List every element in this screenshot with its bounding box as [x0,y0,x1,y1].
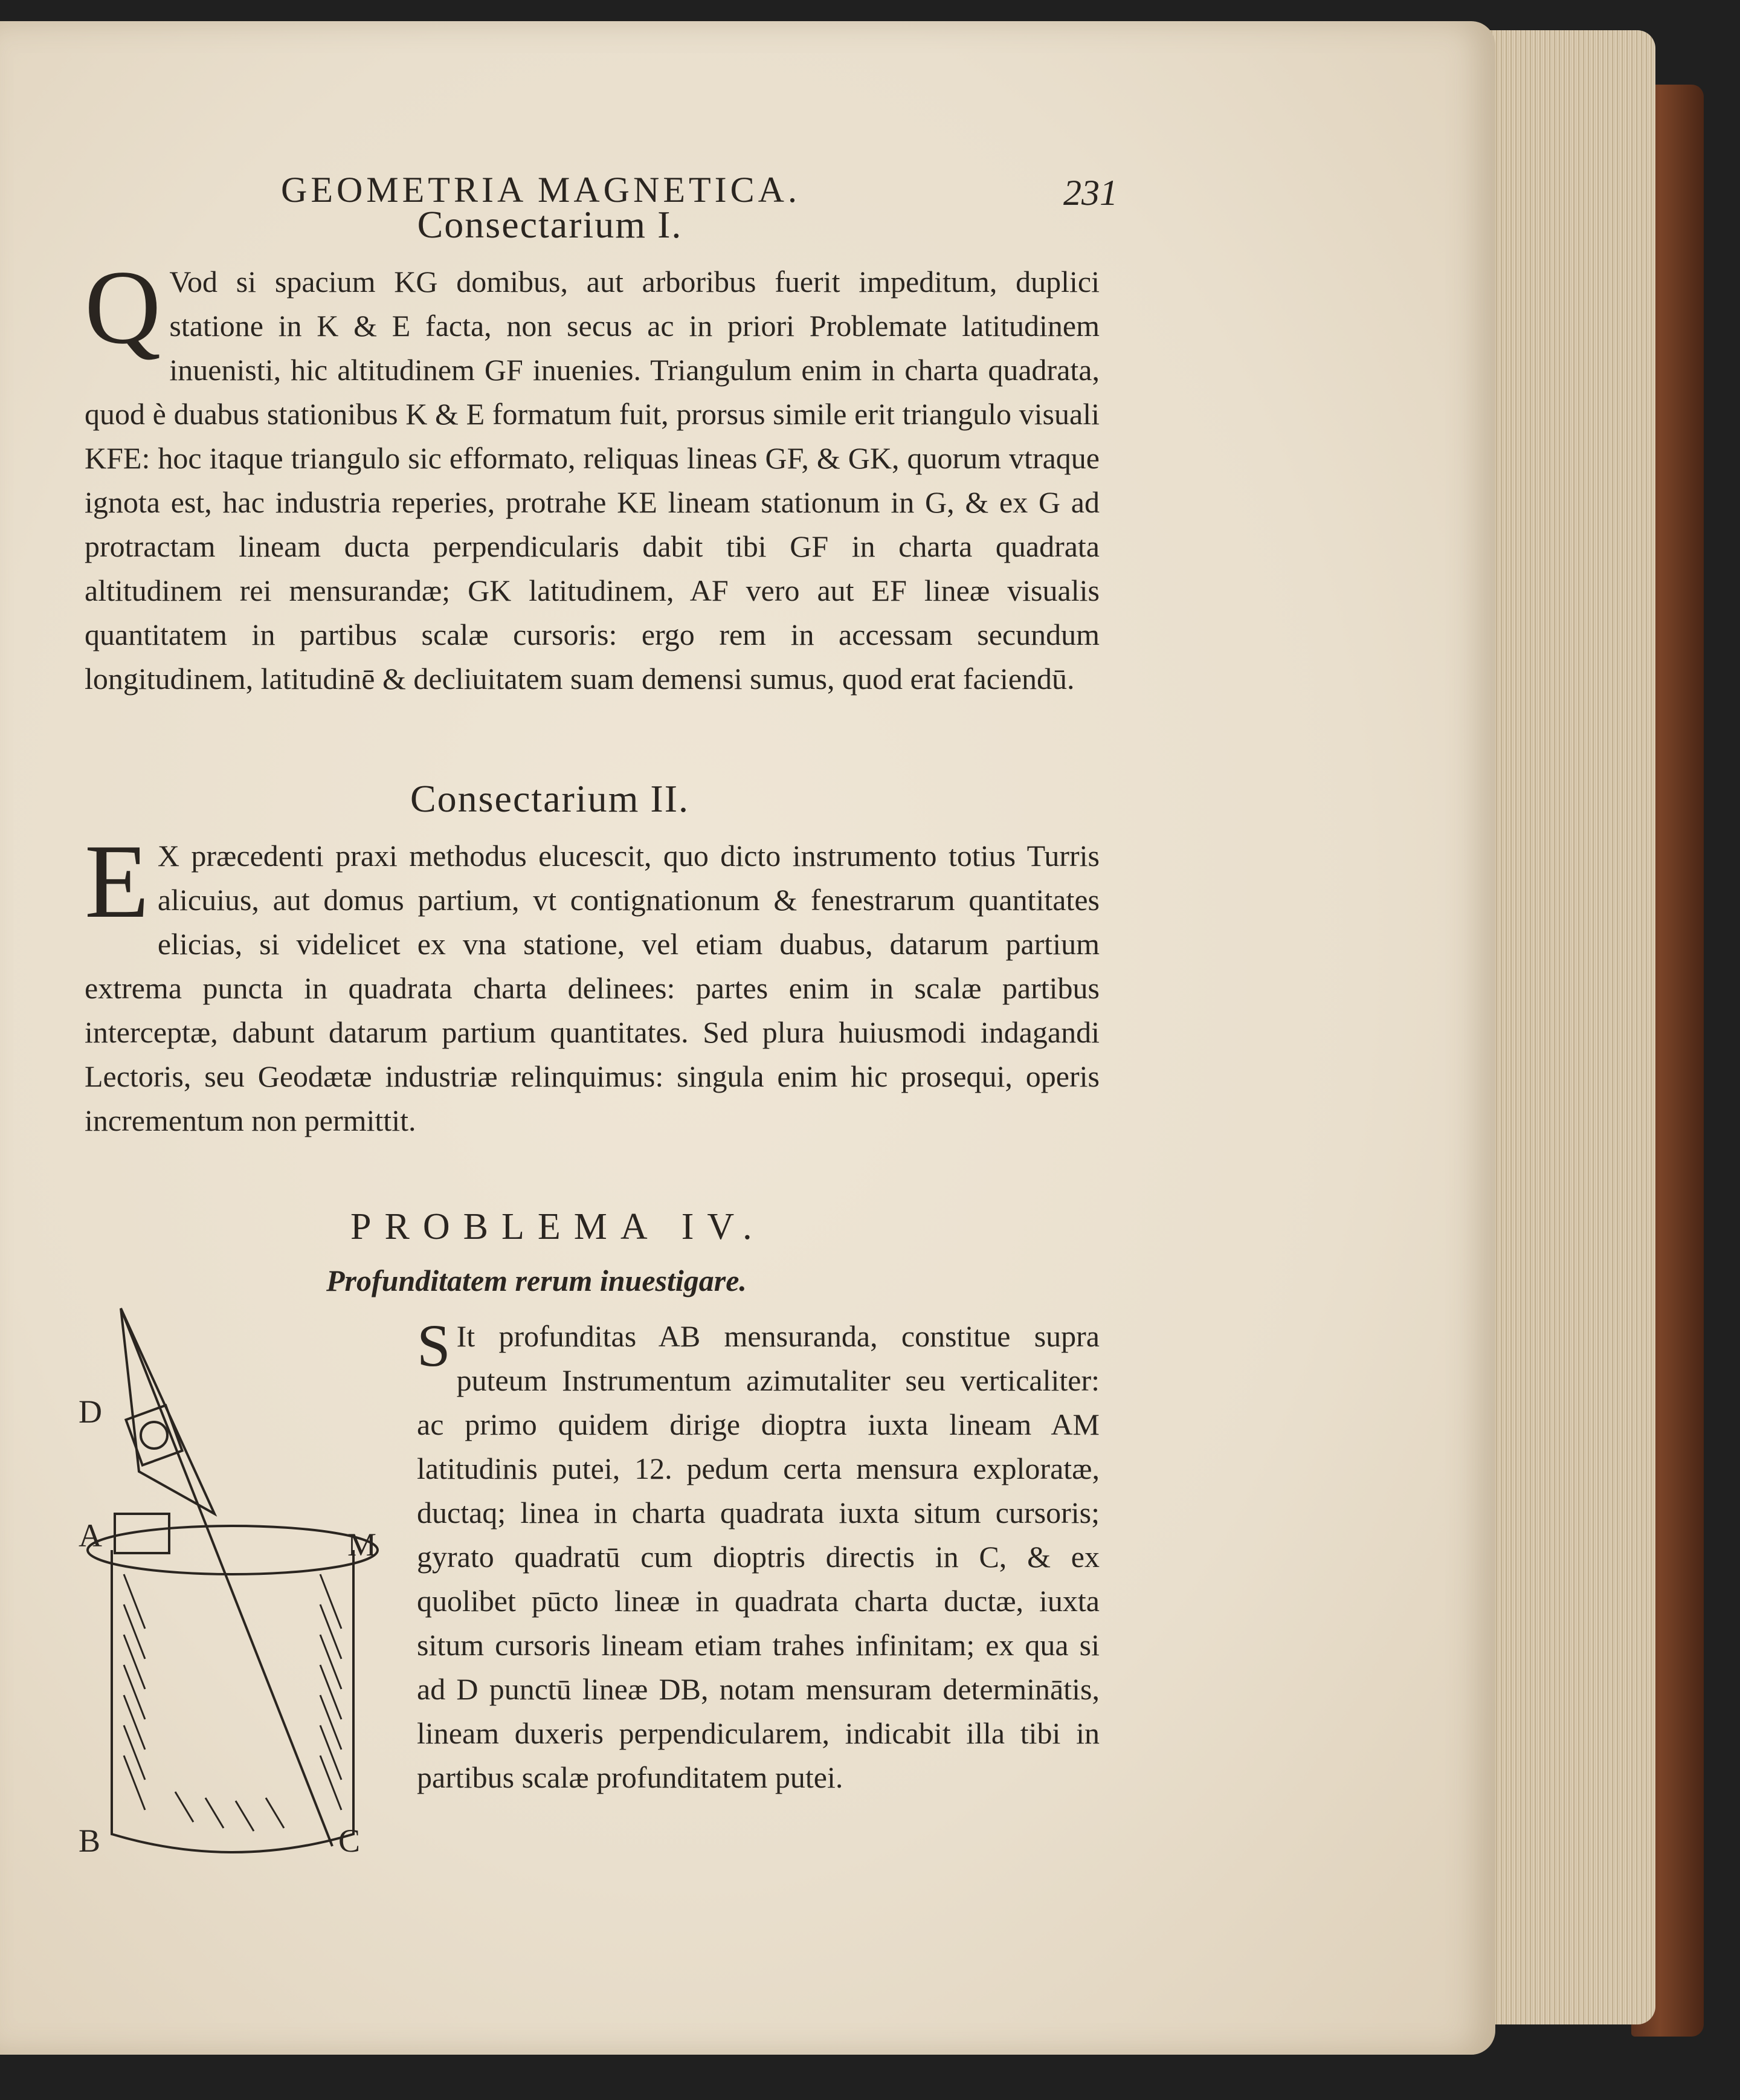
figure-label-c: C [338,1823,361,1859]
figure-label-d: D [79,1394,102,1430]
well-rim [88,1526,378,1574]
page-number: 231 [1063,173,1118,213]
consectarium-1-body [85,248,1100,701]
figure-label-m: M [347,1527,377,1563]
consectarium-2-title: Consectarium II. [410,777,690,820]
well-diagram-illustration [66,1290,405,1882]
consectarium-2-text: X præcedenti praxi methodus elucescit, quo dicto instrumento totius Turris alicuius, aut domus partium, vt contignationum & fenestrarum quantitates elicias, si videlicet ex vna statione, vel etiam duabus, datarum partium extrema puncta in quadrata charta delinees: partes enim in scalæ partibus interceptæ, dabunt datarum partium quantitates. Sed plura huiusmodi indagandi Lectoris, seu Geodætæ industriæ relinquimus: singula enim hic prosequi, operis incrementum non permittit. [85,839,1100,1137]
book-page [0,21,1495,2055]
dropcap-e: E [85,822,149,940]
running-title: GEOMETRIA MAGNETICA. [281,170,801,210]
page-edges [1474,30,1655,2024]
sight-line [121,1308,332,1846]
consectarium-2-body [85,822,1100,1143]
figure-label-a: A [79,1517,102,1554]
instrument-dial [141,1422,167,1449]
well-figure [66,1290,405,1882]
dropcap-s: S [417,1312,451,1379]
consectarium-1-text: Vod si spacium KG domibus, aut arboribus fuerit impeditum, duplici statione in K & E facta, non secus ac in priori Problemate latitudinem inuenisti, hic altitudinem GF inuenies. Triangulum enim in charta quadrata, quod è duabus stationibus K & E formatum fuit, prorsus simile erit triangulo visuali KFE: hoc itaque triangulo sic efformato, reliquas lineas GF, & GK, quorum vtraque ignota est, hac industria reperies, protrahe KE lineam stationum in G, & ex G ad protractam lineam ducta perpendicularis dabit tibi GF in charta quadrata altitudinem rei mensurandæ; GK latitudinem, AF vero aut EF lineæ visualis quantitatem in partibus scalæ cursoris: ergo rem in accessam secundum longitudinem, latitudinē & decliuitatem suam demensi sumus, quod erat faciendū. [85,265,1100,696]
problema-text: It profunditas AB mensuranda, constitue supra puteum Instrumentum azimutaliter seu verticaliter: ac primo quidem dirige dioptra iuxta lineam AM latitudinis putei, 12. pedum certa mensura exploratæ, ductaq; linea in charta quadrata iuxta situm cursoris; gyrato quadratū cum dioptris directis in C, & ex quolibet pūcto lineæ in quadrata charta ductæ, iuxta situm cursoris lineam etiam trahes infinitam; ex qua si ad D punctū lineæ DB, notam mensuram determinātis, lineam duxeris perpendicularem, indicabit illa tibi in partibus scalæ profunditatem putei. [417,1319,1100,1794]
consectarium-1-title: Consectarium I. [417,203,683,246]
dropcap-q: Q [85,248,161,366]
problema-subtitle: Profunditatem rerum inuestigare. [326,1264,747,1297]
problema-title: PROBLEMA IV. [350,1206,765,1247]
problema-body [417,1314,1100,1800]
well-hatching [124,1574,341,1831]
figure-label-b: B [79,1823,101,1859]
